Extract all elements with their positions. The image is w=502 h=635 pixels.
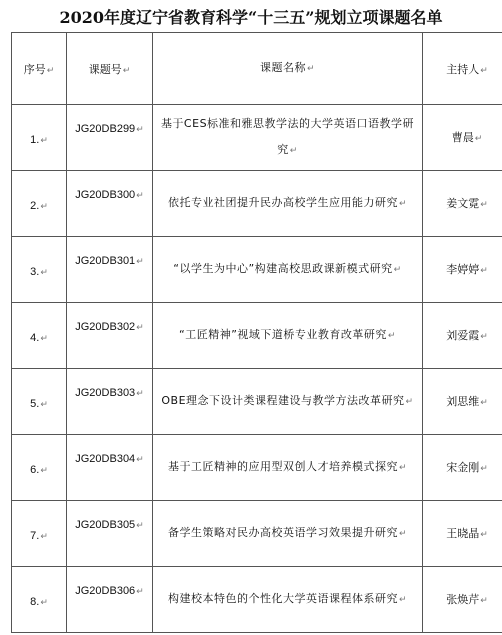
document-title: 2020年度辽宁省教育科学“十三五”规划立项课题名单 (59, 8, 443, 27)
table-row (12, 501, 502, 567)
table-header-row (12, 33, 502, 105)
cell-project-id: JG20DB299↵ (67, 105, 153, 171)
table-row (12, 369, 502, 435)
cell-serial: 7.↵ (12, 501, 67, 567)
cell-project-id: JG20DB302↵ (67, 303, 153, 369)
cell-serial: 1.↵ (12, 105, 67, 171)
cell-host: 王晓晶↵ (423, 501, 502, 567)
cell-project-id: JG20DB303↵ (67, 369, 153, 435)
project-table (11, 32, 502, 633)
cell-project-id: JG20DB306↵ (67, 567, 153, 633)
cell-project-title: 基于工匠精神的应用型双创人才培养模式探究↵ (153, 435, 423, 501)
table-row (12, 303, 502, 369)
cell-serial: 4.↵ (12, 303, 67, 369)
cell-host: 张焕芹↵ (423, 567, 502, 633)
table-row (12, 237, 502, 303)
cell-serial: 6.↵ (12, 435, 67, 501)
header-serial: 序号↵ (12, 33, 67, 105)
cell-host: 姜文霓↵ (423, 171, 502, 237)
cell-project-title: 备学生策略对民办高校英语学习效果提升研究↵ (153, 501, 423, 567)
table-row (12, 171, 502, 237)
cell-serial: 3.↵ (12, 237, 67, 303)
cell-serial: 8.↵ (12, 567, 67, 633)
cell-serial: 5.↵ (12, 369, 67, 435)
table-row (12, 435, 502, 501)
header-host: 主持人↵ (423, 33, 502, 105)
cell-project-title: 基于CES标准和雅思教学法的大学英语口语教学研究↵ (153, 105, 423, 171)
cell-host: 宋金刚↵ (423, 435, 502, 501)
header-project-title: 课题名称↵ (153, 33, 423, 105)
cell-host: 李婷婷↵ (423, 237, 502, 303)
cell-host: 曹晨↵ (423, 105, 502, 171)
header-project-id: 课题号↵ (67, 33, 153, 105)
cell-project-title: 依托专业社团提升民办高校学生应用能力研究↵ (153, 171, 423, 237)
table-row (12, 567, 502, 633)
cell-project-id: JG20DB305↵ (67, 501, 153, 567)
cell-project-id: JG20DB301↵ (67, 237, 153, 303)
table-row (12, 105, 502, 171)
cell-project-title: “工匠精神”视域下道桥专业教育改革研究↵ (153, 303, 423, 369)
cell-project-id: JG20DB300↵ (67, 171, 153, 237)
cell-project-title: 构建校本特色的个性化大学英语课程体系研究↵ (153, 567, 423, 633)
cell-project-id: JG20DB304↵ (67, 435, 153, 501)
cell-project-title: “以学生为中心”构建高校思政课新模式研究↵ (153, 237, 423, 303)
cell-host: 刘爱霞↵ (423, 303, 502, 369)
cell-serial: 2.↵ (12, 171, 67, 237)
cell-host: 刘思维↵ (423, 369, 502, 435)
cell-project-title: OBE理念下设计类课程建设与教学方法改革研究↵ (153, 369, 423, 435)
